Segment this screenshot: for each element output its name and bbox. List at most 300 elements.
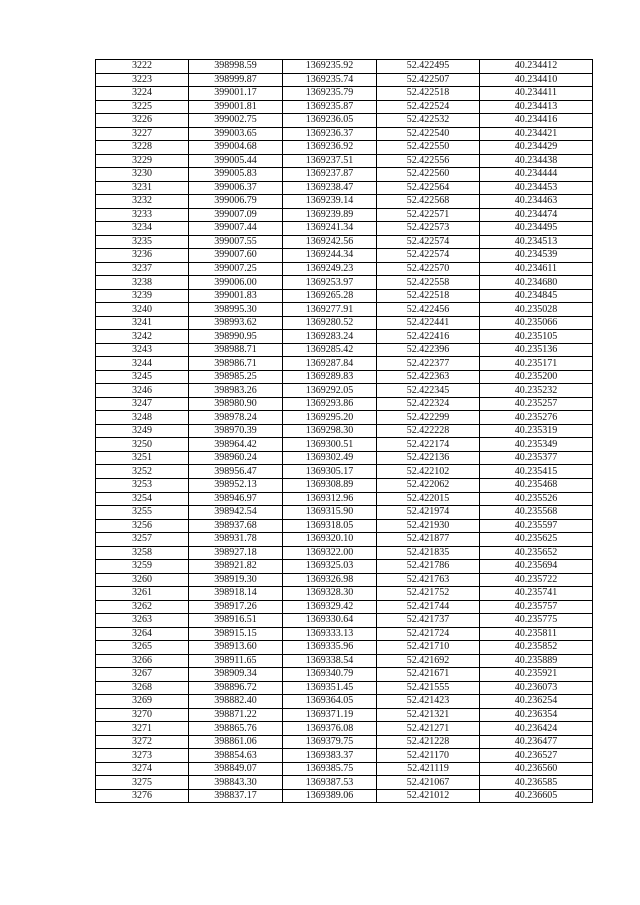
longitude-cell: 40.236477 (480, 735, 593, 749)
point-number-cell: 3257 (96, 533, 189, 547)
coordinates-table-body (96, 60, 593, 803)
point-number-cell: 3265 (96, 641, 189, 655)
point-number-cell: 3248 (96, 411, 189, 425)
longitude-cell: 40.236585 (480, 776, 593, 790)
latitude-cell: 52.422532 (377, 114, 480, 128)
latitude-cell: 52.421930 (377, 519, 480, 533)
longitude-cell: 40.235775 (480, 614, 593, 628)
latitude-cell: 52.422518 (377, 289, 480, 303)
x-coordinate-cell: 398942.54 (189, 506, 283, 520)
latitude-cell: 52.422550 (377, 141, 480, 155)
table-row (96, 695, 593, 709)
point-number-cell: 3223 (96, 73, 189, 87)
y-coordinate-cell: 1369280.52 (283, 316, 377, 330)
y-coordinate-cell: 1369329.42 (283, 600, 377, 614)
point-number-cell: 3275 (96, 776, 189, 790)
table-row (96, 641, 593, 655)
point-number-cell: 3261 (96, 587, 189, 601)
table-row (96, 384, 593, 398)
table-row (96, 762, 593, 776)
longitude-cell: 40.235889 (480, 654, 593, 668)
longitude-cell: 40.235377 (480, 451, 593, 465)
x-coordinate-cell: 398837.17 (189, 789, 283, 803)
table-row (96, 668, 593, 682)
longitude-cell: 40.235694 (480, 560, 593, 574)
point-number-cell: 3254 (96, 492, 189, 506)
table-row (96, 127, 593, 141)
x-coordinate-cell: 399003.65 (189, 127, 283, 141)
longitude-cell: 40.235349 (480, 438, 593, 452)
point-number-cell: 3256 (96, 519, 189, 533)
point-number-cell: 3247 (96, 397, 189, 411)
y-coordinate-cell: 1369335.96 (283, 641, 377, 655)
x-coordinate-cell: 398986.71 (189, 357, 283, 371)
longitude-cell: 40.235597 (480, 519, 593, 533)
latitude-cell: 52.422441 (377, 316, 480, 330)
y-coordinate-cell: 1369376.08 (283, 722, 377, 736)
x-coordinate-cell: 399007.09 (189, 208, 283, 222)
point-number-cell: 3235 (96, 235, 189, 249)
latitude-cell: 52.422228 (377, 424, 480, 438)
longitude-cell: 40.234474 (480, 208, 593, 222)
point-number-cell: 3250 (96, 438, 189, 452)
latitude-cell: 52.421119 (377, 762, 480, 776)
x-coordinate-cell: 399002.75 (189, 114, 283, 128)
y-coordinate-cell: 1369283.24 (283, 330, 377, 344)
point-number-cell: 3244 (96, 357, 189, 371)
x-coordinate-cell: 398993.62 (189, 316, 283, 330)
latitude-cell: 52.422568 (377, 195, 480, 209)
y-coordinate-cell: 1369328.30 (283, 587, 377, 601)
x-coordinate-cell: 399005.83 (189, 168, 283, 182)
table-row (96, 573, 593, 587)
table-row (96, 181, 593, 195)
x-coordinate-cell: 398917.26 (189, 600, 283, 614)
longitude-cell: 40.236424 (480, 722, 593, 736)
latitude-cell: 52.421228 (377, 735, 480, 749)
longitude-cell: 40.234416 (480, 114, 593, 128)
x-coordinate-cell: 398999.87 (189, 73, 283, 87)
point-number-cell: 3232 (96, 195, 189, 209)
latitude-cell: 52.422345 (377, 384, 480, 398)
table-row (96, 73, 593, 87)
y-coordinate-cell: 1369265.28 (283, 289, 377, 303)
point-number-cell: 3237 (96, 262, 189, 276)
point-number-cell: 3252 (96, 465, 189, 479)
x-coordinate-cell: 398916.51 (189, 614, 283, 628)
point-number-cell: 3255 (96, 506, 189, 520)
point-number-cell: 3234 (96, 222, 189, 236)
longitude-cell: 40.234463 (480, 195, 593, 209)
table-row (96, 722, 593, 736)
y-coordinate-cell: 1369242.56 (283, 235, 377, 249)
point-number-cell: 3276 (96, 789, 189, 803)
latitude-cell: 52.421012 (377, 789, 480, 803)
latitude-cell: 52.422363 (377, 370, 480, 384)
point-number-cell: 3229 (96, 154, 189, 168)
table-row (96, 789, 593, 803)
table-row (96, 303, 593, 317)
x-coordinate-cell: 399006.00 (189, 276, 283, 290)
table-row (96, 492, 593, 506)
x-coordinate-cell: 398919.30 (189, 573, 283, 587)
x-coordinate-cell: 398882.40 (189, 695, 283, 709)
point-number-cell: 3222 (96, 60, 189, 74)
longitude-cell: 40.234413 (480, 100, 593, 114)
x-coordinate-cell: 398911.65 (189, 654, 283, 668)
x-coordinate-cell: 399006.37 (189, 181, 283, 195)
point-number-cell: 3270 (96, 708, 189, 722)
y-coordinate-cell: 1369235.87 (283, 100, 377, 114)
table-row (96, 546, 593, 560)
x-coordinate-cell: 399005.44 (189, 154, 283, 168)
y-coordinate-cell: 1369320.10 (283, 533, 377, 547)
point-number-cell: 3228 (96, 141, 189, 155)
latitude-cell: 52.421555 (377, 681, 480, 695)
longitude-cell: 40.234421 (480, 127, 593, 141)
x-coordinate-cell: 398915.15 (189, 627, 283, 641)
y-coordinate-cell: 1369239.14 (283, 195, 377, 209)
longitude-cell: 40.235200 (480, 370, 593, 384)
y-coordinate-cell: 1369236.37 (283, 127, 377, 141)
table-row (96, 289, 593, 303)
table-row (96, 560, 593, 574)
longitude-cell: 40.236073 (480, 681, 593, 695)
latitude-cell: 52.422174 (377, 438, 480, 452)
longitude-cell: 40.235066 (480, 316, 593, 330)
latitude-cell: 52.421671 (377, 668, 480, 682)
longitude-cell: 40.235741 (480, 587, 593, 601)
point-number-cell: 3263 (96, 614, 189, 628)
x-coordinate-cell: 399001.83 (189, 289, 283, 303)
latitude-cell: 52.421724 (377, 627, 480, 641)
latitude-cell: 52.421710 (377, 641, 480, 655)
table-row (96, 87, 593, 101)
latitude-cell: 52.422396 (377, 343, 480, 357)
longitude-cell: 40.235625 (480, 533, 593, 547)
longitude-cell: 40.234412 (480, 60, 593, 74)
latitude-cell: 52.422570 (377, 262, 480, 276)
latitude-cell: 52.422324 (377, 397, 480, 411)
x-coordinate-cell: 398960.24 (189, 451, 283, 465)
longitude-cell: 40.234611 (480, 262, 593, 276)
table-row (96, 276, 593, 290)
latitude-cell: 52.422558 (377, 276, 480, 290)
table-row (96, 249, 593, 263)
longitude-cell: 40.234438 (480, 154, 593, 168)
longitude-cell: 40.235028 (480, 303, 593, 317)
table-row (96, 316, 593, 330)
point-number-cell: 3241 (96, 316, 189, 330)
longitude-cell: 40.234444 (480, 168, 593, 182)
point-number-cell: 3266 (96, 654, 189, 668)
longitude-cell: 40.235468 (480, 478, 593, 492)
longitude-cell: 40.235171 (480, 357, 593, 371)
x-coordinate-cell: 399007.25 (189, 262, 283, 276)
latitude-cell: 52.422574 (377, 235, 480, 249)
table-row (96, 168, 593, 182)
table-row (96, 222, 593, 236)
longitude-cell: 40.236354 (480, 708, 593, 722)
table-row (96, 357, 593, 371)
latitude-cell: 52.422456 (377, 303, 480, 317)
longitude-cell: 40.235319 (480, 424, 593, 438)
x-coordinate-cell: 398980.90 (189, 397, 283, 411)
x-coordinate-cell: 398861.06 (189, 735, 283, 749)
y-coordinate-cell: 1369351.45 (283, 681, 377, 695)
point-number-cell: 3253 (96, 478, 189, 492)
table-row (96, 397, 593, 411)
table-row (96, 370, 593, 384)
x-coordinate-cell: 398995.30 (189, 303, 283, 317)
y-coordinate-cell: 1369244.34 (283, 249, 377, 263)
x-coordinate-cell: 398854.63 (189, 749, 283, 763)
point-number-cell: 3251 (96, 451, 189, 465)
point-number-cell: 3226 (96, 114, 189, 128)
latitude-cell: 52.422136 (377, 451, 480, 465)
x-coordinate-cell: 398978.24 (189, 411, 283, 425)
longitude-cell: 40.235257 (480, 397, 593, 411)
latitude-cell: 52.422507 (377, 73, 480, 87)
x-coordinate-cell: 398998.59 (189, 60, 283, 74)
x-coordinate-cell: 398990.95 (189, 330, 283, 344)
x-coordinate-cell: 398952.13 (189, 478, 283, 492)
table-row (96, 708, 593, 722)
point-number-cell: 3245 (96, 370, 189, 384)
y-coordinate-cell: 1369326.98 (283, 573, 377, 587)
longitude-cell: 40.235722 (480, 573, 593, 587)
y-coordinate-cell: 1369277.91 (283, 303, 377, 317)
y-coordinate-cell: 1369238.47 (283, 181, 377, 195)
latitude-cell: 52.421423 (377, 695, 480, 709)
point-number-cell: 3230 (96, 168, 189, 182)
x-coordinate-cell: 399001.17 (189, 87, 283, 101)
longitude-cell: 40.235652 (480, 546, 593, 560)
table-row (96, 478, 593, 492)
latitude-cell: 52.421744 (377, 600, 480, 614)
y-coordinate-cell: 1369235.74 (283, 73, 377, 87)
longitude-cell: 40.234845 (480, 289, 593, 303)
x-coordinate-cell: 398988.71 (189, 343, 283, 357)
y-coordinate-cell: 1369249.23 (283, 262, 377, 276)
longitude-cell: 40.235811 (480, 627, 593, 641)
longitude-cell: 40.236560 (480, 762, 593, 776)
point-number-cell: 3246 (96, 384, 189, 398)
point-number-cell: 3242 (96, 330, 189, 344)
x-coordinate-cell: 398843.30 (189, 776, 283, 790)
table-row (96, 749, 593, 763)
point-number-cell: 3271 (96, 722, 189, 736)
table-row (96, 424, 593, 438)
point-number-cell: 3259 (96, 560, 189, 574)
point-number-cell: 3273 (96, 749, 189, 763)
latitude-cell: 52.421170 (377, 749, 480, 763)
table-row (96, 154, 593, 168)
y-coordinate-cell: 1369305.17 (283, 465, 377, 479)
latitude-cell: 52.422573 (377, 222, 480, 236)
y-coordinate-cell: 1369325.03 (283, 560, 377, 574)
point-number-cell: 3260 (96, 573, 189, 587)
y-coordinate-cell: 1369237.87 (283, 168, 377, 182)
table-row (96, 411, 593, 425)
point-number-cell: 3224 (96, 87, 189, 101)
point-number-cell: 3258 (96, 546, 189, 560)
longitude-cell: 40.235852 (480, 641, 593, 655)
y-coordinate-cell: 1369340.79 (283, 668, 377, 682)
table-row (96, 614, 593, 628)
point-number-cell: 3227 (96, 127, 189, 141)
latitude-cell: 52.421271 (377, 722, 480, 736)
x-coordinate-cell: 398909.34 (189, 668, 283, 682)
y-coordinate-cell: 1369338.54 (283, 654, 377, 668)
table-row (96, 438, 593, 452)
y-coordinate-cell: 1369235.79 (283, 87, 377, 101)
latitude-cell: 52.422564 (377, 181, 480, 195)
x-coordinate-cell: 398931.78 (189, 533, 283, 547)
y-coordinate-cell: 1369315.90 (283, 506, 377, 520)
table-row (96, 343, 593, 357)
y-coordinate-cell: 1369379.75 (283, 735, 377, 749)
point-number-cell: 3268 (96, 681, 189, 695)
point-number-cell: 3249 (96, 424, 189, 438)
point-number-cell: 3225 (96, 100, 189, 114)
table-row (96, 330, 593, 344)
latitude-cell: 52.422416 (377, 330, 480, 344)
longitude-cell: 40.235415 (480, 465, 593, 479)
table-row (96, 451, 593, 465)
table-row (96, 208, 593, 222)
longitude-cell: 40.235105 (480, 330, 593, 344)
table-row (96, 235, 593, 249)
table-row (96, 100, 593, 114)
x-coordinate-cell: 399007.55 (189, 235, 283, 249)
y-coordinate-cell: 1369293.86 (283, 397, 377, 411)
longitude-cell: 40.235276 (480, 411, 593, 425)
x-coordinate-cell: 398956.47 (189, 465, 283, 479)
latitude-cell: 52.421763 (377, 573, 480, 587)
longitude-cell: 40.234429 (480, 141, 593, 155)
table-row (96, 465, 593, 479)
table-row (96, 519, 593, 533)
latitude-cell: 52.421692 (377, 654, 480, 668)
x-coordinate-cell: 399004.68 (189, 141, 283, 155)
point-number-cell: 3239 (96, 289, 189, 303)
y-coordinate-cell: 1369330.64 (283, 614, 377, 628)
x-coordinate-cell: 399007.60 (189, 249, 283, 263)
longitude-cell: 40.236605 (480, 789, 593, 803)
x-coordinate-cell: 398921.82 (189, 560, 283, 574)
latitude-cell: 52.421067 (377, 776, 480, 790)
x-coordinate-cell: 398927.18 (189, 546, 283, 560)
longitude-cell: 40.234513 (480, 235, 593, 249)
table-row (96, 776, 593, 790)
x-coordinate-cell: 398983.26 (189, 384, 283, 398)
table-row (96, 60, 593, 74)
latitude-cell: 52.422540 (377, 127, 480, 141)
table-row (96, 587, 593, 601)
longitude-cell: 40.234539 (480, 249, 593, 263)
x-coordinate-cell: 398937.68 (189, 519, 283, 533)
point-number-cell: 3236 (96, 249, 189, 263)
table-row (96, 114, 593, 128)
longitude-cell: 40.234410 (480, 73, 593, 87)
y-coordinate-cell: 1369333.13 (283, 627, 377, 641)
y-coordinate-cell: 1369300.51 (283, 438, 377, 452)
latitude-cell: 52.422299 (377, 411, 480, 425)
longitude-cell: 40.236527 (480, 749, 593, 763)
table-row (96, 506, 593, 520)
x-coordinate-cell: 398896.72 (189, 681, 283, 695)
latitude-cell: 52.422518 (377, 87, 480, 101)
latitude-cell: 52.422524 (377, 100, 480, 114)
y-coordinate-cell: 1369289.83 (283, 370, 377, 384)
latitude-cell: 52.421877 (377, 533, 480, 547)
latitude-cell: 52.422377 (377, 357, 480, 371)
latitude-cell: 52.422560 (377, 168, 480, 182)
latitude-cell: 52.421786 (377, 560, 480, 574)
table-row (96, 735, 593, 749)
y-coordinate-cell: 1369389.06 (283, 789, 377, 803)
point-number-cell: 3267 (96, 668, 189, 682)
latitude-cell: 52.422495 (377, 60, 480, 74)
point-number-cell: 3262 (96, 600, 189, 614)
longitude-cell: 40.234453 (480, 181, 593, 195)
latitude-cell: 52.422571 (377, 208, 480, 222)
y-coordinate-cell: 1369322.00 (283, 546, 377, 560)
latitude-cell: 52.421835 (377, 546, 480, 560)
x-coordinate-cell: 399006.79 (189, 195, 283, 209)
latitude-cell: 52.422574 (377, 249, 480, 263)
table-row (96, 600, 593, 614)
longitude-cell: 40.235921 (480, 668, 593, 682)
longitude-cell: 40.235757 (480, 600, 593, 614)
x-coordinate-cell: 398985.25 (189, 370, 283, 384)
point-number-cell: 3272 (96, 735, 189, 749)
x-coordinate-cell: 399007.44 (189, 222, 283, 236)
table-row (96, 533, 593, 547)
point-number-cell: 3240 (96, 303, 189, 317)
y-coordinate-cell: 1369237.51 (283, 154, 377, 168)
point-number-cell: 3233 (96, 208, 189, 222)
table-row (96, 654, 593, 668)
longitude-cell: 40.234411 (480, 87, 593, 101)
latitude-cell: 52.422556 (377, 154, 480, 168)
longitude-cell: 40.236254 (480, 695, 593, 709)
x-coordinate-cell: 398913.60 (189, 641, 283, 655)
y-coordinate-cell: 1369387.53 (283, 776, 377, 790)
latitude-cell: 52.421321 (377, 708, 480, 722)
x-coordinate-cell: 398849.07 (189, 762, 283, 776)
longitude-cell: 40.235526 (480, 492, 593, 506)
y-coordinate-cell: 1369318.05 (283, 519, 377, 533)
longitude-cell: 40.234495 (480, 222, 593, 236)
table-row (96, 681, 593, 695)
y-coordinate-cell: 1369287.84 (283, 357, 377, 371)
y-coordinate-cell: 1369298.30 (283, 424, 377, 438)
x-coordinate-cell: 398865.76 (189, 722, 283, 736)
point-number-cell: 3269 (96, 695, 189, 709)
longitude-cell: 40.234680 (480, 276, 593, 290)
table-row (96, 262, 593, 276)
coordinates-table (95, 59, 593, 803)
x-coordinate-cell: 398946.97 (189, 492, 283, 506)
x-coordinate-cell: 398970.39 (189, 424, 283, 438)
point-number-cell: 3231 (96, 181, 189, 195)
y-coordinate-cell: 1369308.89 (283, 478, 377, 492)
y-coordinate-cell: 1369383.37 (283, 749, 377, 763)
latitude-cell: 52.421737 (377, 614, 480, 628)
y-coordinate-cell: 1369241.34 (283, 222, 377, 236)
